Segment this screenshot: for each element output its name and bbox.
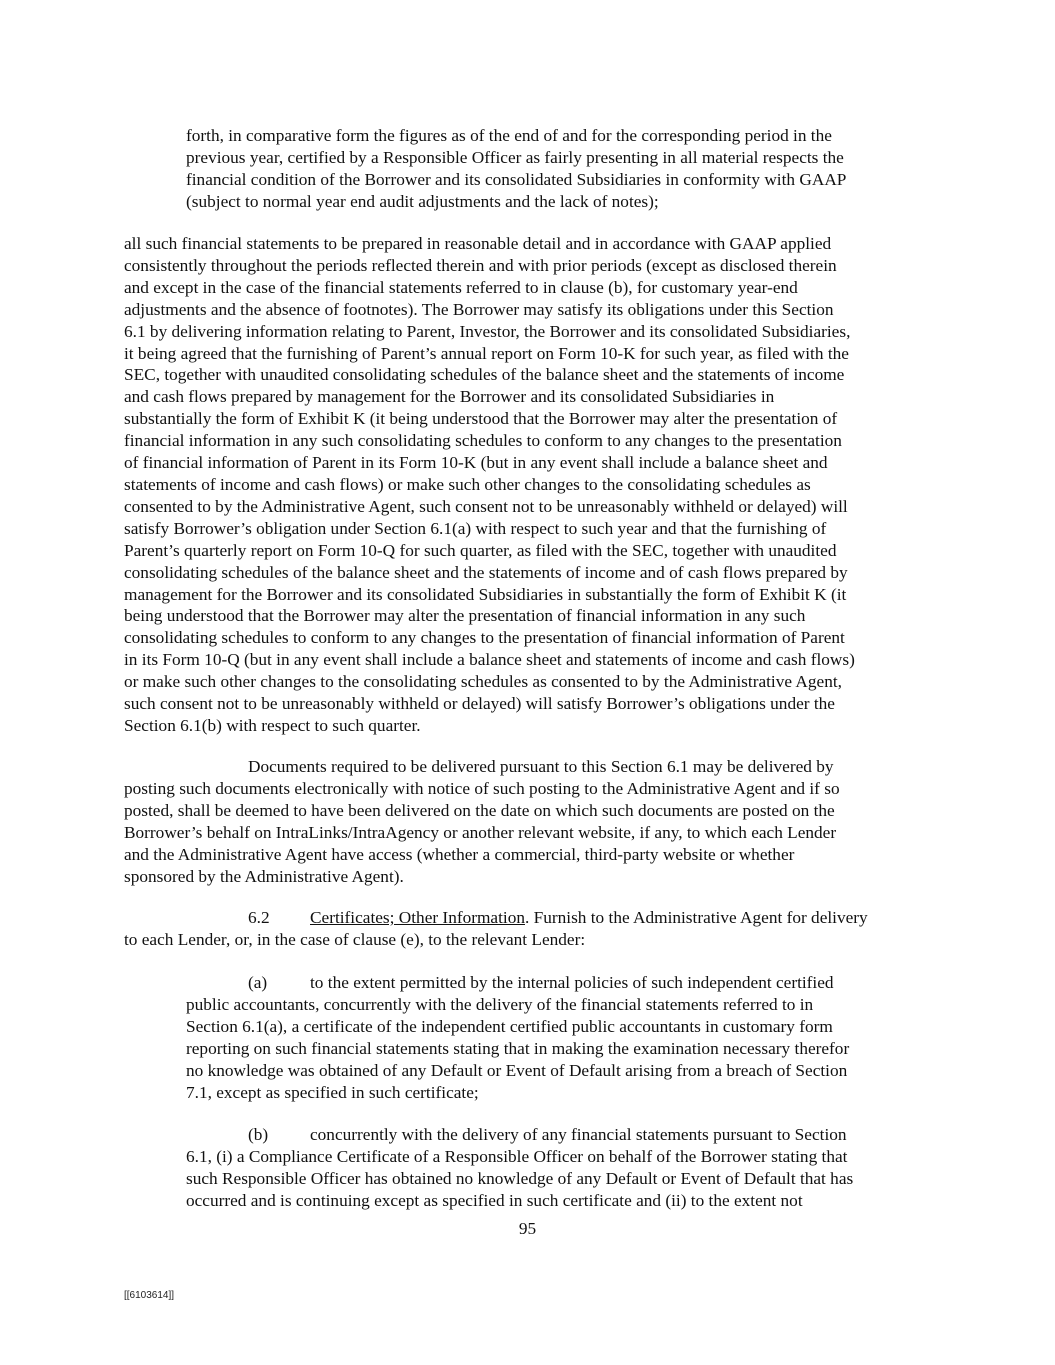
text-line: (subject to normal year end audit adjustments and the lack of notes); — [186, 191, 659, 211]
section-heading-line — [124, 907, 868, 929]
text-line: forth, in comparative form the figures as of the end of and for the corresponding period in the — [186, 126, 832, 145]
text-line: of financial information of Parent in its Form 10-K (but in any event shall include a balance sheet and — [124, 453, 828, 473]
text-line: such Responsible Officer has obtained no knowledge of any Default or Event of Default that has — [186, 1168, 854, 1188]
text-line: public accountants, concurrently with the delivery of the financial statements referred to in — [186, 994, 814, 1014]
text-line: to each Lender, or, in the case of clause (e), to the relevant Lender: — [124, 929, 586, 949]
text-line: posted, shall be deemed to have been delivered on the date on which such documents are posted on the — [124, 800, 835, 820]
section-number: 6.2 — [248, 908, 270, 927]
text-line: satisfy Borrower’s obligation under Section 6.1(a) with respect to such year and that the furnishing of — [124, 518, 827, 538]
section-6-2 — [124, 907, 868, 951]
text-line: posting such documents electronically with notice of such posting to the Administrative Agent and if so — [124, 778, 840, 798]
text-line: sponsored by the Administrative Agent). — [124, 866, 404, 886]
text-line: Borrower’s behalf on IntraLinks/IntraAgency or another relevant website, if any, to which each Lender — [124, 822, 837, 842]
text-line: Parent’s quarterly report on Form 10-Q for such quarter, as filed with the SEC, together with unaudited — [124, 540, 837, 560]
text-line: previous year, certified by a Responsible Officer as fairly presenting in all material respects the — [186, 147, 844, 167]
clause-label: (a) — [248, 973, 268, 992]
text-line: 6.1, (i) a Compliance Certificate of a Responsible Officer on behalf of the Borrower stating that — [186, 1146, 848, 1166]
text-line: in its Form 10-Q (but in any event shall include a balance sheet and statements of income and cash flows) — [124, 650, 855, 670]
text-line: consented to by the Administrative Agent, such consent not to be unreasonably withheld or delayed) will — [124, 496, 848, 516]
clause-first-line — [186, 1124, 853, 1146]
text-line: occurred and is continuing except as specified in such certificate and (ii) to the extent not — [186, 1190, 803, 1210]
clause-b — [186, 1124, 853, 1212]
text-line: and except in the case of the financial statements referred to in clause (b), for customary year-end — [124, 277, 798, 297]
document-id: [[6103614]] — [124, 1290, 175, 1301]
text-line: financial condition of the Borrower and its consolidated Subsidiaries in conformity with GAAP — [186, 169, 847, 189]
text-line: all such financial statements to be prepared in reasonable detail and in accordance with GAAP applied — [124, 234, 832, 253]
clause-text: concurrently with the delivery of any financial statements pursuant to Section — [310, 1125, 847, 1144]
text-line: management for the Borrower and its consolidated Subsidiaries in substantially the form of Exhibit K (it — [124, 584, 847, 604]
section-heading: Certificates; Other Information — [310, 908, 525, 927]
text-line: substantially the form of Exhibit K (it being understood that the Borrower may alter the presentation of — [124, 409, 838, 429]
clause-first-line — [186, 972, 849, 994]
paragraph-financial-statements — [124, 233, 855, 737]
text-line: and the Administrative Agent have access (whether a commercial, third-party website or whether — [124, 844, 795, 864]
clause-text: to the extent permitted by the internal policies of such independent certified — [310, 973, 834, 992]
text-line: Documents required to be delivered pursuant to this Section 6.1 may be delivered by — [248, 757, 834, 776]
text-line: it being agreed that the furnishing of Parent’s annual report on Form 10-K for such year, as filed with the — [124, 343, 849, 363]
text-line: consolidating schedules of the balance sheet and the statements of income and of cash flows prepared by — [124, 562, 848, 582]
text-line: or make such other changes to the consolidating schedules as consented to by the Administrative Agent, — [124, 672, 842, 692]
text-line: and cash flows prepared by management for the Borrower and its consolidated Subsidiaries in — [124, 387, 775, 407]
page-number: 95 — [518, 1219, 537, 1238]
paragraph-electronic-delivery — [124, 756, 840, 887]
text-line: no knowledge was obtained of any Default or Event of Default arising from a breach of Section — [186, 1060, 848, 1080]
text-line: consolidating schedules to conform to any changes to the presentation of financial information of Parent — [124, 628, 845, 648]
text-line: adjustments and the absence of footnotes). The Borrower may satisfy its obligations under this Section — [124, 299, 834, 319]
section-intro-text: . Furnish to the Administrative Agent for delivery — [524, 908, 868, 927]
text-line: such consent not to be unreasonably withheld or delayed) will satisfy Borrower’s obligations under the — [124, 694, 835, 714]
text-line: 6.1 by delivering information relating to Parent, Investor, the Borrower and its consolidated Subsidiaries, — [124, 321, 851, 341]
text-line: reporting on such financial statements stating that in making the examination necessary therefor — [186, 1038, 850, 1058]
text-line: financial information in any such consolidating schedules to conform to any changes to the presentation — [124, 431, 842, 451]
text-line: Section 6.1(b) with respect to such quarter. — [124, 715, 421, 735]
text-line: SEC, together with unaudited consolidating schedules of the balance sheet and the statements of income — [124, 365, 845, 385]
text-line: 7.1, except as specified in such certificate; — [186, 1082, 479, 1102]
text-line: consistently throughout the periods reflected therein and with prior periods (except as disclosed therein — [124, 255, 837, 275]
text-line: statements of income and cash flows) or make such other changes to the consolidating schedules as — [124, 474, 811, 494]
paragraph-financial-condition — [186, 125, 846, 213]
clause-a — [186, 972, 849, 1103]
text-line: being understood that the Borrower may alter the presentation of financial information in any such — [124, 606, 806, 626]
text-line: Section 6.1(a), a certificate of the independent certified public accountants in customary form — [186, 1016, 833, 1036]
clause-label: (b) — [248, 1125, 269, 1144]
